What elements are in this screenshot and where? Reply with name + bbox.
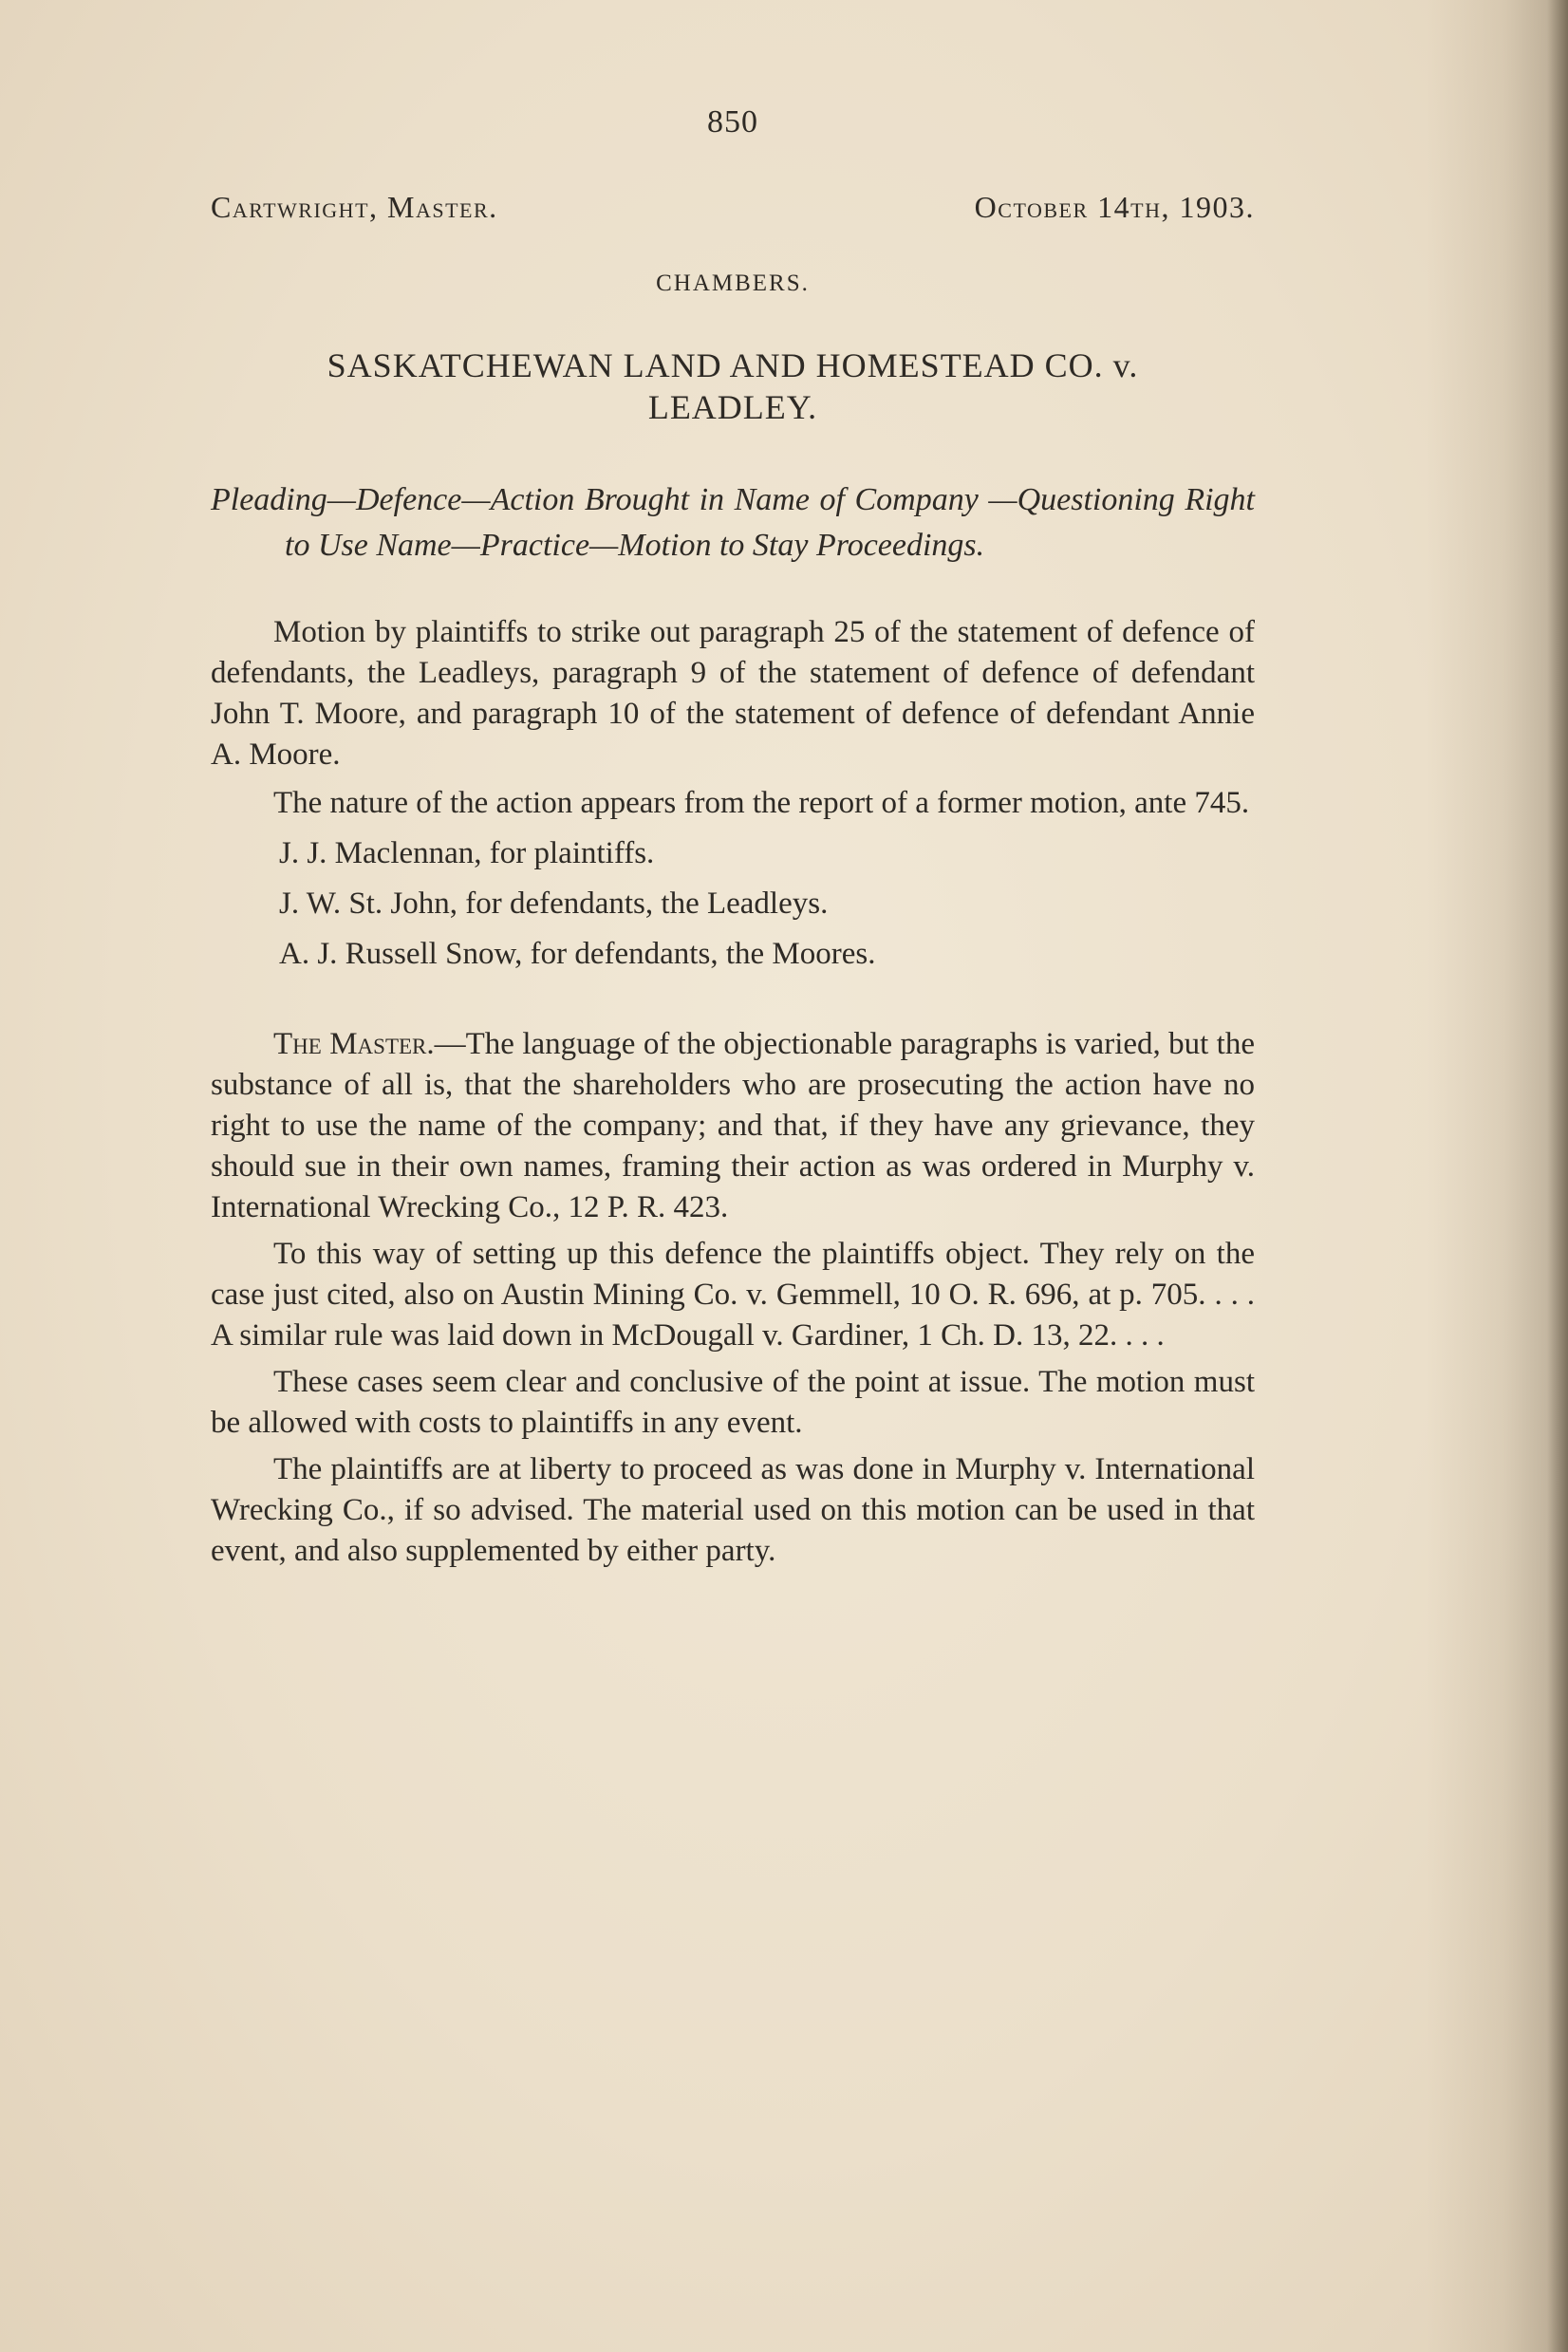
page-content	[211, 95, 1255, 1572]
counsel-line: J. J. Maclennan, for plaintiffs.	[279, 836, 655, 870]
running-head-left: Cartwright, Master.	[211, 190, 498, 224]
running-head-right: October 14th, 1903.	[974, 190, 1255, 224]
case-title-line-2: LEADLEY.	[647, 388, 818, 426]
judgment-paragraph: To this way of setting up this defence the plaintiffs object. They rely on the case just cited, also on Austin Mining Co. v. Gemmell, 10 O. R. 696, at p. 705. . . . A similar rule was laid down in McDougall v. Gardiner, 1 Ch. D. 13, 22. . . .	[211, 1237, 1255, 1353]
intro-paragraph: The nature of the action appears from the report of a former motion, ante 745.	[273, 786, 1250, 820]
intro-paragraph: Motion by plaintiffs to strike out paragraph 25 of the statement of defence of defendants, the Leadleys, paragraph 9 of the statement of defence of defendant John T. Moore, and paragraph 10 of the statement of defence of defendant Annie A. Moore.	[211, 615, 1255, 772]
counsel-line: J. W. St. John, for defendants, the Leadleys.	[279, 887, 829, 921]
counsel-line: A. J. Russell Snow, for defendants, the Moores.	[279, 937, 876, 971]
case-title	[211, 345, 1255, 428]
headnote: Pleading—Defence—Action Brought in Name of Company —Questioning Right to Use Name—Practice—Motion to Stay Proceedings.	[211, 482, 1255, 563]
running-head	[211, 190, 1255, 225]
page-edge-binding	[1547, 0, 1568, 2352]
judgment-paragraph	[211, 1024, 1255, 1228]
judgment-paragraph: The plaintiffs are at liberty to proceed as was done in Murphy v. International Wrecking Co., if so advised. The material used on this motion can be used in that event, and also supplemented by either party.	[211, 1452, 1255, 1568]
case-title-line-1: SASKATCHEWAN LAND AND HOMESTEAD CO. v.	[327, 346, 1139, 384]
court-heading: CHAMBERS.	[656, 271, 810, 296]
judgment-paragraph-text: —The language of the objectionable paragraphs is varied, but the substance of all is, that the shareholders who are prosecuting the action have no right to use the name of the company; and that, if they have any grievance, they should sue in their own names, framing their action as was ordered in Murphy v. International Wrecking Co., 12 P. R. 423.	[211, 1027, 1255, 1224]
page-number: 850	[707, 104, 758, 140]
judgment-paragraph: These cases seem clear and conclusive of the point at issue. The motion must be allowed with costs to plaintiffs in any event.	[211, 1365, 1255, 1440]
judgment-speaker: The Master.	[273, 1027, 435, 1061]
